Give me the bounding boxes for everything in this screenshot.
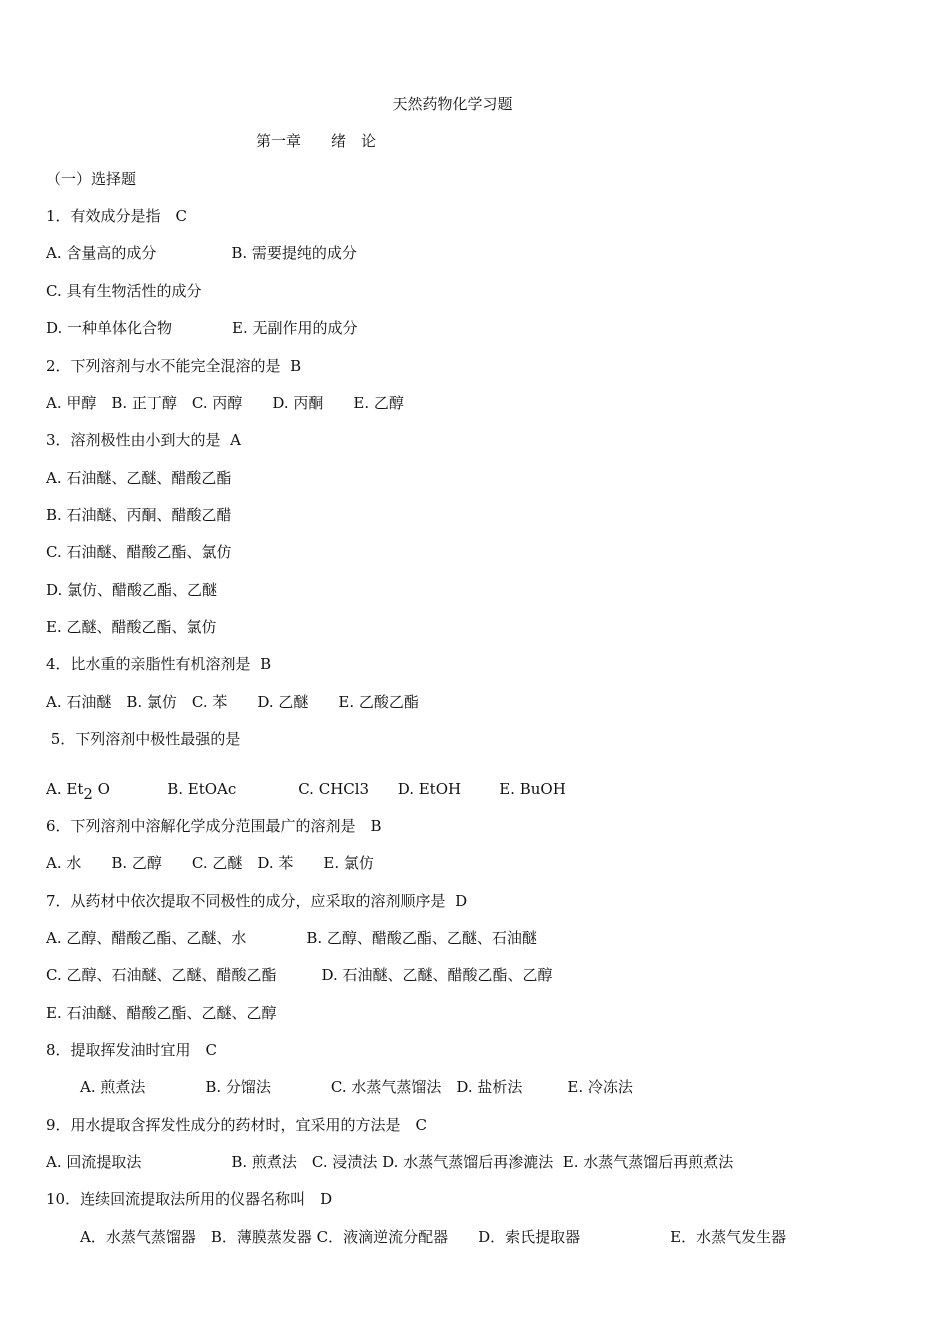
question-3-option-b: B. 石油醚、丙酮、醋酸乙醋 (46, 506, 232, 524)
question-2-options: A. 甲醇 B. 正丁醇 C. 丙醇 D. 丙酮 E. 乙醇 (46, 394, 404, 412)
question-8: 8．提取挥发油时宜用 C (46, 1041, 218, 1059)
question-5-option-a-prefix: A. Et (46, 780, 84, 798)
question-4-options: A. 石油醚 B. 氯仿 C. 苯 D. 乙醚 E. 乙酸乙酯 (46, 693, 419, 711)
question-1-options-de: D. 一种单体化合物 E. 无副作用的成分 (46, 319, 358, 337)
question-7-option-e: E. 石油醚、醋酸乙酯、乙醚、乙醇 (46, 1004, 277, 1022)
question-7-options-cd: C. 乙醇、石油醚、乙醚、醋酸乙酯 D. 石油醚、乙醚、醋酸乙酯、乙醇 (46, 966, 553, 984)
section-heading: （一）选择题 (46, 170, 137, 188)
question-10: 10．连续回流提取法所用的仪器名称叫 D (46, 1190, 333, 1208)
question-6-options: A. 水 B. 乙醇 C. 乙醚 D. 苯 E. 氯仿 (46, 854, 374, 872)
question-1-option-c: C. 具有生物活性的成分 (46, 282, 202, 300)
question-8-options: A. 煎煮法 B. 分馏法 C. 水蒸气蒸馏法 D. 盐析法 E. 冷冻法 (80, 1078, 633, 1096)
question-2: 2．下列溶剂与水不能完全混溶的是 B (46, 357, 302, 375)
question-1: 1．有效成分是指 C (46, 207, 188, 225)
document-title: 天然药物化学习题 (392, 95, 513, 113)
question-6: 6．下列溶剂中溶解化学成分范围最广的溶剂是 B (46, 817, 382, 835)
subscript-2: 2 (83, 785, 93, 803)
question-4: 4．比水重的亲脂性有机溶剂是 B (46, 655, 272, 673)
question-10-options: A．水蒸气蒸馏器 B．薄膜蒸发器 C．液滴逆流分配器 D．索氏提取器 E．水蒸气发生器 (80, 1228, 787, 1246)
question-5-options-rest: O B. EtOAc C. CHCl3 D. EtOH E. BuOH (92, 780, 566, 798)
question-9-options: A. 回流提取法 B. 煎煮法 C. 浸渍法 D. 水蒸气蒸馏后再渗漉法 E. 水蒸气蒸馏后再煎煮法 (46, 1153, 734, 1171)
question-9: 9．用水提取含挥发性成分的药材时，宜采用的方法是 C (46, 1116, 428, 1134)
question-3-option-e: E. 乙醚、醋酸乙酯、氯仿 (46, 618, 217, 636)
question-5-options (46, 779, 566, 804)
question-3-option-a: A. 石油醚、乙醚、醋酸乙酯 (46, 469, 232, 487)
question-3: 3．溶剂极性由小到大的是 A (46, 431, 241, 449)
question-5: 5．下列溶剂中极性最强的是 (46, 730, 241, 748)
question-7: 7．从药材中依次提取不同极性的成分，应采取的溶剂顺序是 D (46, 892, 468, 910)
question-3-option-d: D. 氯仿、醋酸乙酯、乙醚 (46, 581, 218, 599)
question-3-option-c: C. 石油醚、醋酸乙酯、氯仿 (46, 543, 232, 561)
chapter-heading: 第一章 绪 论 (256, 132, 377, 150)
question-1-options-ab: A. 含量高的成分 B. 需要提纯的成分 (46, 244, 357, 262)
question-7-options-ab: A. 乙醇、醋酸乙酯、乙醚、水 B. 乙醇、醋酸乙酯、乙醚、石油醚 (46, 929, 537, 947)
